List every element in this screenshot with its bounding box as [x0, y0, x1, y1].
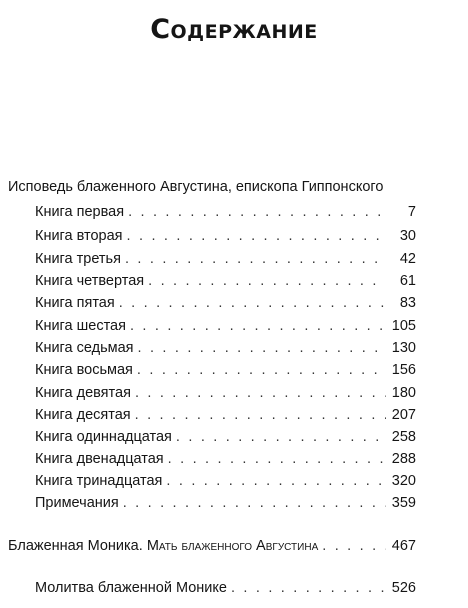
toc-entry-page: 30 — [399, 228, 416, 244]
dot-leader — [322, 538, 386, 554]
toc-entry-book-12[interactable] — [35, 451, 416, 467]
toc-entry-label: Примечания — [35, 495, 119, 511]
toc-entry-label — [8, 538, 318, 554]
toc-entry-book-1[interactable] — [35, 204, 416, 220]
dot-leader — [128, 204, 386, 220]
toc-entry-label: Книга пятая — [35, 295, 115, 311]
toc-entry-book-10[interactable] — [35, 407, 416, 423]
toc-entry-label: Книга двенадцатая — [35, 451, 164, 467]
toc-entry-prayer[interactable] — [35, 580, 416, 596]
toc-entry-page: 359 — [391, 495, 416, 511]
toc-entry-page: 130 — [391, 340, 416, 356]
toc-entry-book-5[interactable] — [35, 295, 416, 311]
toc-entry-book-6[interactable] — [35, 318, 416, 334]
toc-entry-label: Книга первая — [35, 204, 125, 220]
dot-leader — [176, 429, 386, 445]
toc-entry-label: Молитва блаженной Монике — [35, 580, 227, 596]
toc-entry-page: 7 — [407, 204, 416, 220]
toc-entry-label: Книга вторая — [35, 228, 123, 244]
monica-label-part1: Блаженная Моника. — [8, 538, 143, 554]
toc-entry-notes[interactable] — [35, 495, 416, 511]
dot-leader — [130, 318, 386, 334]
dot-leader — [123, 495, 386, 511]
toc-entry-page: 83 — [399, 295, 416, 311]
toc-entry-page: 156 — [391, 362, 416, 378]
toc-entry-book-7[interactable] — [35, 340, 416, 356]
toc-entry-label: Книга девятая — [35, 385, 131, 401]
toc-entry-label: Книга восьмая — [35, 362, 133, 378]
toc-entry-page: 288 — [391, 451, 416, 467]
toc-entry-book-9[interactable] — [35, 385, 416, 401]
toc-entry-book-13[interactable] — [35, 473, 416, 489]
toc-entry-label: Книга тринадцатая — [35, 473, 163, 489]
dot-leader — [119, 295, 386, 311]
dot-leader — [231, 580, 386, 596]
dot-leader — [166, 473, 386, 489]
toc-entry-book-4[interactable] — [35, 273, 416, 289]
toc-entry-label: Книга десятая — [35, 407, 131, 423]
dot-leader — [168, 451, 386, 467]
dot-leader — [125, 251, 386, 267]
toc-entry-page: 180 — [391, 385, 416, 401]
dot-leader — [137, 362, 386, 378]
dot-leader — [148, 273, 386, 289]
page-title: Содержание — [150, 14, 318, 45]
toc-entry-book-2[interactable] — [35, 228, 416, 244]
section-heading-confessions: Исповедь блаженного Августина, епископа Гиппонского — [8, 179, 384, 195]
dot-leader — [135, 407, 386, 423]
toc-entry-label: Книга седьмая — [35, 340, 134, 356]
dot-leader — [135, 385, 386, 401]
toc-entry-book-8[interactable] — [35, 362, 416, 378]
toc-entry-page: 526 — [391, 580, 416, 596]
toc-entry-label: Книга шестая — [35, 318, 126, 334]
toc-entry-page: 42 — [399, 251, 416, 267]
toc-entry-monica[interactable] — [8, 538, 416, 554]
toc-entry-book-3[interactable] — [35, 251, 416, 267]
toc-entry-page: 207 — [391, 407, 416, 423]
toc-entry-page: 61 — [399, 273, 416, 289]
monica-label-part2: Мать блаженного Августина — [146, 538, 319, 554]
dot-leader — [138, 340, 386, 356]
toc-entry-page: 467 — [391, 538, 416, 554]
toc-entry-label: Книга одиннадцатая — [35, 429, 172, 445]
toc-entry-page: 105 — [391, 318, 416, 334]
toc-entry-label: Книга четвертая — [35, 273, 145, 289]
toc-entry-page: 258 — [391, 429, 416, 445]
toc-entry-label: Книга третья — [35, 251, 121, 267]
toc-entry-book-11[interactable] — [35, 429, 416, 445]
toc-entry-page: 320 — [391, 473, 416, 489]
dot-leader — [127, 228, 386, 244]
